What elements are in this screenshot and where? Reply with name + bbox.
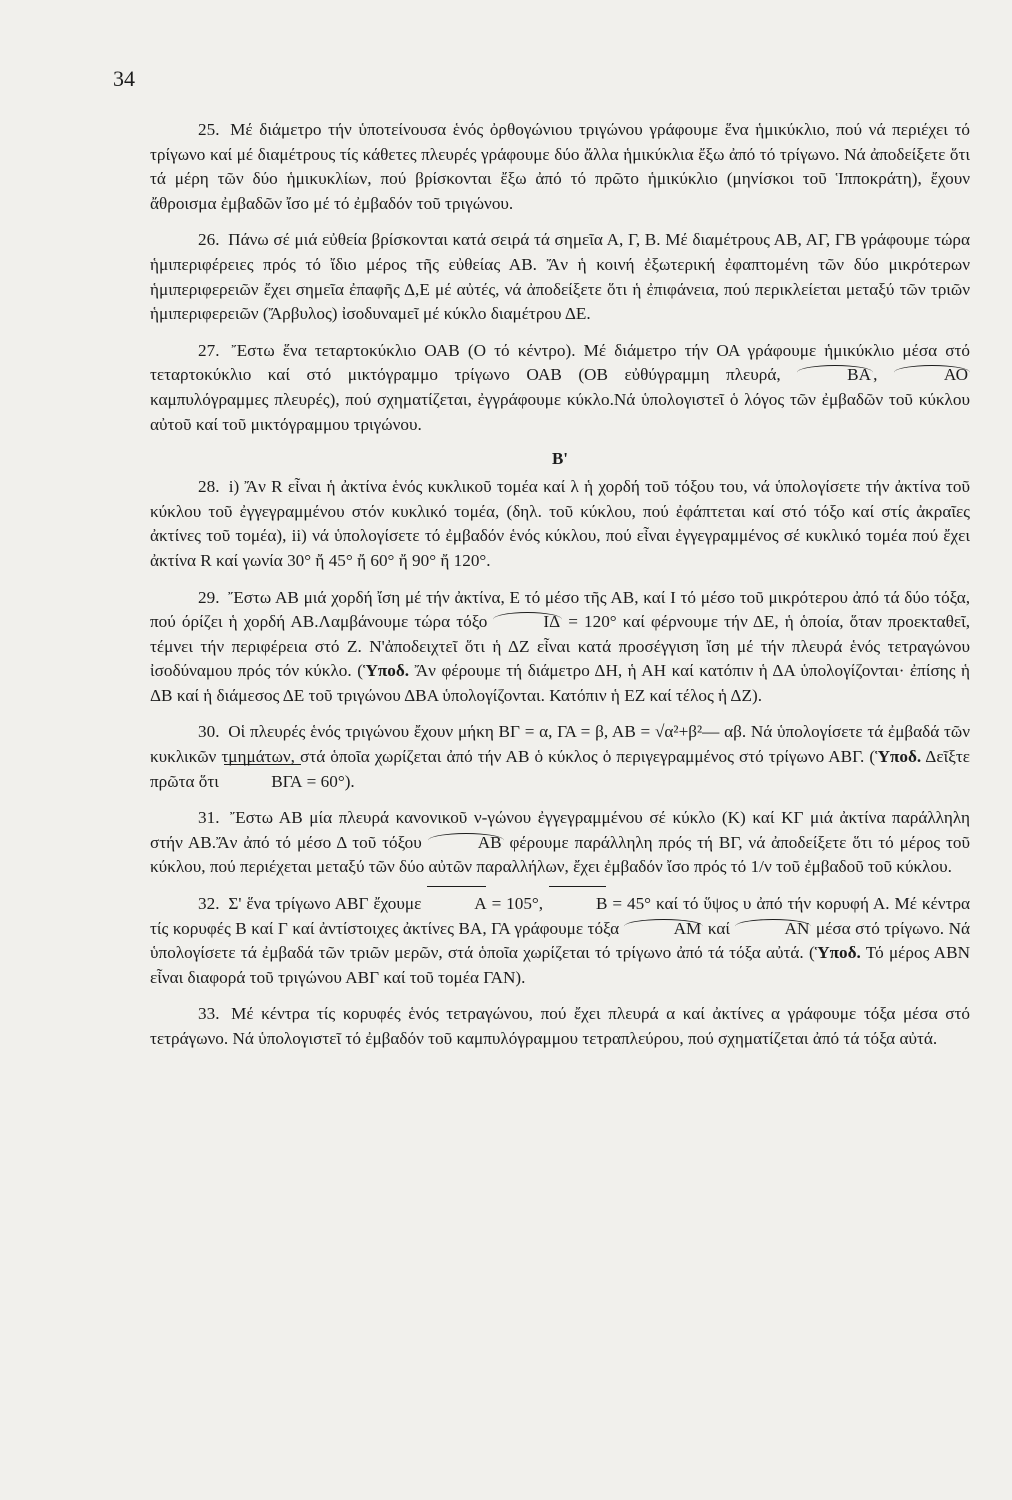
problem-31 [150, 806, 970, 880]
hint-label: Ὑποδ. [362, 661, 410, 681]
problem-text: Ἔστω ΑΒ μιά χορδή ἴση μέ τήν ἀκτίνα, Ε τό μέσο τῆς ΑΒ, καί Ι τό μέσο τοῦ μικρότερου ἀπό τά δύο τόξα, πού όρίζει ἡ χορδή ΑΒ.Λαμβάνουμε τώρα τόξο [150, 587, 970, 632]
page-content [150, 118, 970, 1064]
problem-text: = 105°, [491, 894, 544, 914]
problem-30 [150, 720, 970, 794]
problem-27 [150, 339, 970, 437]
problem-text: Δεῖξτε πρῶτα ὅτι [150, 747, 970, 791]
arc-symbol: ΙΔ [493, 612, 562, 632]
problem-text: = 45° καί τό ὕψος υ ἀπό τήν κορυφή Α. Μέ κέντρα τίς κορυφές Β καί Γ καί ἀντίστοιχες ἀκτίνες ΒΑ, ΓΑ γράφουμε τόξα [150, 894, 971, 938]
problem-text: Πάνω σέ μιά εὐθεία βρίσκονται κατά σειρά τά σημεῖα Α, Γ, Β. Μέ διαμέτρους ΑΒ, ΑΓ, ΓΒ γράφουμε τώρα ἡμιπεριφέρειες πρός τό ἴδιο μέρος τῆς εὐθείας ΑΒ. Ἄν ἡ κοινή ἐξωτερική ἐφαπτομένη τῶν δύο μικρότερων ἡμιπεριφερειῶν ἔχει σημεῖα ἐπαφῆς Δ,Ε μέ αὐτές, νά ἀποδείξετε ὅτι ἡ ἐπιφάνεια, πού περικλείεται μεταξύ τῶν τριῶν ἡμιπεριφερειῶν (Ἄρβυλος) ἰσοδυναμεῖ μέ κύκλο διαμέτρου ΔΕ. [150, 230, 970, 324]
problem-number: 25. [198, 120, 220, 139]
problem-text: Τό μέρος ΑΒΝ εἶναι διαφορά τοῦ τριγώνου ΑΒΓ καί τοῦ τομέα ΓΑΝ). [150, 943, 970, 987]
hint-label: Ὑποδ. [814, 943, 861, 963]
problem-text: φέρουμε παράλληλη πρός τή ΒΓ, νά ἀποδείξετε ὅτι τό μέρος τοῦ κύκλου, πού περιέχεται μεταξύ τῶν δύο αὐτῶν παραλλήλων, ἔχει ἐμβαδόν ἴσο πρός τό 1/ν τοῦ ἐμβαδοῦ τοῦ κύκλου. [150, 832, 971, 877]
problem-text: Σ' ἕνα τρίγωνο ΑΒΓ ἔχουμε [228, 894, 422, 914]
problem-text: καμπυλόγραμμες πλευρές), πού σχηματίζεται, ἐγγράφουμε κύκλο.Νά ὑπολογιστεῖ ὁ λόγος τῶν ἐμβαδῶν τοῦ κύκλου αὐτοῦ καί τοῦ μικτόγραμμου τριγώνου. [150, 389, 970, 434]
problem-28 [150, 475, 970, 573]
problem-25 [150, 118, 970, 216]
angle-symbol: Β [548, 892, 607, 917]
section-heading: Β' [551, 449, 569, 469]
problem-text: Ἔστω ΑΒ μία πλευρά κανονικοῦ ν-γώνου ἐγγεγραμμένου σέ κύκλο (Κ) καί ΚΓ μιά ἀκτίνα παράλληλη στήν ΑΒ.Ἄν ἀπό τό μέσο Δ τοῦ τόξου [150, 808, 971, 852]
separator: , [873, 365, 878, 385]
problem-text: i) Ἄν R εἶναι ἡ ἀκτίνα ἑνός κυκλικοῦ τομέα καί λ ἡ χορδή τοῦ τόξου του, νά ὑπολογίσετε τήν ἀκτίνα τοῦ κύκλου τοῦ ἐγγεγραμμένου στόν κυκλικό τομέα, (δηλ. τοῦ κύκλου, πού ἐφάπτεται καί στό τόξο καί στίς ἀκραῖες ἀκτίνες τοῦ τομέα), ii) νά ὑπολογίσετε τό ἐμβαδόν ἑνός κύκλου, πού εἶναι ἐγγεγραμμένος σέ κυκλικό τομέα πού ἔχει ἀκτίνα R καί γωνία 30° ἤ 45° ἤ 60° ἤ 90° ἤ 120°. [150, 477, 971, 570]
problem-text: = 120° καί φέρνουμε τήν ΔΕ, ἡ ὁποία, ὅταν προεκταθεῖ, τέμνει τήν περιφέρεια στό Ζ. Ν'ἀποδειχτεῖ ὅτι ἡ ΔΖ εἶναι κατά προσέγγιση ἴση μέ τήν πλευρά ἑνός τετραγώνου ἰσοδύναμου πρός τόν κύκλο. ( [150, 612, 971, 681]
hint-label: Ὑποδ. [875, 747, 922, 767]
problem-text: καί [707, 918, 730, 938]
arc-symbol: ΒΑ [797, 365, 873, 385]
problem-text: Ἄν φέρουμε τή διάμετρο ΔΗ, ἡ ΑΗ καί κατόπιν ἡ ΔΑ ὑπολογίζονται· ἐπίσης ἡ ΔΒ καί ἡ διάμεσος ΔΕ τοῦ τριγώνου ΔΒΑ ὑπολογίζονται. Κατόπιν ἡ ΕΖ καί τέλος ἡ ΔΖ). [150, 661, 970, 705]
problem-number: 27. [198, 340, 220, 360]
arc-symbol: ΑΟ [894, 365, 970, 385]
problem-33 [150, 1002, 970, 1051]
problem-text: μέσα στό τρίγωνο. Νά ὑπολογίσετε τά ἐμβαδά τῶν τριῶν μερῶν, στά ὁποῖα χωρίζεται τό τρίγωνο ἀπό τά τόξα αὐτά. ( [150, 918, 971, 963]
arc-symbol: ΑΒ [428, 833, 504, 853]
arc-symbol: ΑΜ [624, 919, 704, 939]
page-number: 34 [113, 66, 135, 91]
problem-number: 33. [198, 1004, 220, 1024]
problem-text: Μέ διάμετρο τήν ὑποτείνουσα ἑνός ὀρθογώνιου τριγώνου γράφουμε ἕνα ἡμικύκλιο, πού νά περιέχει τό τρίγωνο καί μέ διαμέτρους τίς κάθετες πλευρές γράφουμε δύο ἄλλα ἡμικύκλια ἔξω ἀπό τό τρίγωνο. Νά ἀποδείξετε ὅτι τά μέρη τῶν δύο ἡμικυκλίων, πού βρίσκονται ἔξω ἀπό τό πρῶτο ἡμικύκλιο (μηνίσκοι τοῦ Ἱπποκράτη), ἔχουν ἄθροισμα ἐμβαδῶν ἴσο μέ τό ἐμβαδόν τοῦ τριγώνου. [150, 120, 971, 213]
problem-number: 29. [198, 587, 220, 607]
problem-29 [150, 586, 970, 709]
arc-symbol: ΑΝ [735, 919, 812, 939]
problem-number: 30. [198, 722, 220, 742]
problem-text: = 60°). [306, 771, 355, 791]
problem-number: 32. [198, 894, 220, 914]
problem-26 [150, 228, 970, 326]
problem-number: 26. [198, 230, 220, 250]
problem-number: 31. [198, 808, 220, 828]
angle-symbol: Α [426, 892, 486, 917]
problem-text: Ἔστω ἕνα τεταρτοκύκλιο ΟΑΒ (Ο τό κέντρο). Μέ διάμετρο τήν ΟΑ γράφουμε ἡμικύκλιο μέσα στό τεταρτοκύκλιο καί στό μικτόγραμμο τρίγωνο ΟΑΒ (ΟΒ εὐθύγραμμη πλευρά, [150, 340, 971, 385]
problem-text: Οἱ πλευρές ἑνός τριγώνου ἔχουν μήκη ΒΓ = α, ΓΑ = β, ΑΒ = √α²+β²— αβ. Νά ὑπολογίσετε τά ἐμβαδά τῶν κυκλικῶν τμημάτων, στά ὁποῖα χωρίζεται ἀπό τήν ΑΒ ὁ κύκλος ὁ περιγεγραμμένος στό τρίγωνο ΑΒΓ. ( [150, 722, 970, 767]
problem-text: Μέ κέντρα τίς κορυφές ἑνός τετραγώνου, πού ἔχει πλευρά α καί ἀκτίνες α γράφουμε τόξα μέσα στό τετράγωνο. Νά ὑπολογιστεῖ τό ἐμβαδόν τοῦ καμπυλόγραμμου τετραπλεύρου, πού σχηματίζεται ἀπό τά τόξα αὐτά. [150, 1004, 970, 1048]
problem-32 [150, 892, 970, 990]
angle-symbol: ΒΓΑ [223, 770, 302, 795]
problem-number: 28. [198, 477, 220, 497]
